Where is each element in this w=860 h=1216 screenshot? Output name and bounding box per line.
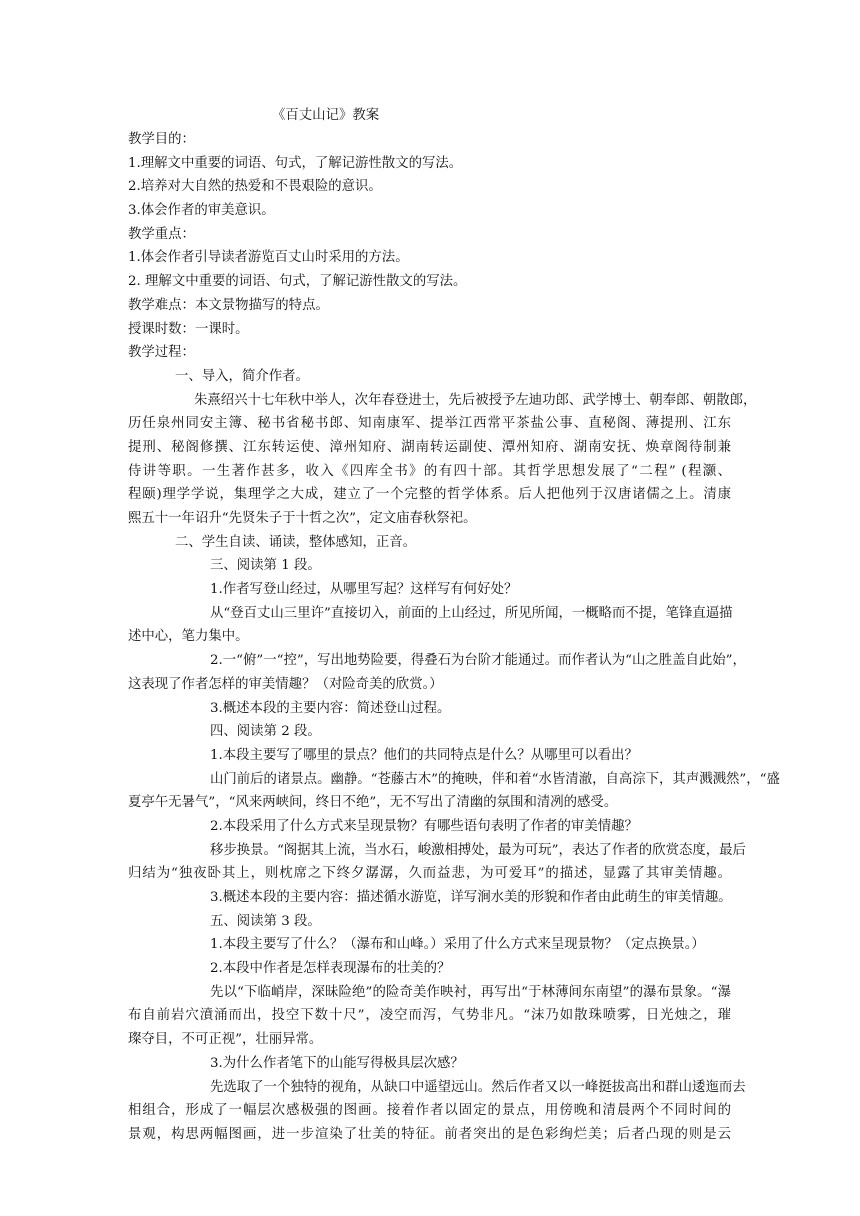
text-line: 1.作者写登山经过，从哪里写起？这样写有何好处？: [210, 582, 518, 598]
text-line: 璨夺目，不可正视”，壮丽异常。: [128, 1032, 323, 1048]
text-line: 二、学生自读、诵读，整体感知，正音。: [175, 534, 417, 550]
text-line: 教学过程：: [128, 345, 195, 361]
text-line: 2.本段采用了什么方式来呈现景物？有哪些语句表明了作者的审美情趣？: [210, 818, 638, 834]
text-line: 教学难点：本文景物描写的特点。: [128, 297, 329, 313]
text-line: 山门前后的诸景点。幽静。“苍藤古木”的掩映，伴和着“水皆清澈，自高淙下，其声溅溅然”，“盛: [210, 771, 780, 787]
document-title: 《百丈山记》教案: [272, 108, 380, 123]
text-line: 2.培养对大自然的热爱和不畏艰险的意识。: [128, 179, 382, 195]
text-line: 历任泉州同安主簿、秘书省秘书郎、知南康军、提举江西常平茶盐公事、直秘阁、薄提刑、江东: [128, 416, 731, 432]
text-line: 3.概述本段的主要内容：简述登山过程。: [210, 700, 451, 716]
text-line: 3.为什么作者笔下的山能写得极具层次感？: [210, 1055, 464, 1071]
text-line: 1.理解文中重要的词语、句式，了解记游性散文的写法。: [128, 155, 463, 171]
text-line: 2. 理解文中重要的词语、句式，了解记游性散文的写法。: [128, 274, 467, 290]
text-line: 侍讲等职。一生著作甚多，收入《四库全书》的有四十部。其哲学思想发展了“二程” (程灏、: [128, 463, 731, 479]
text-line: 2.一“俯”一“控”，写出地势险要，得叠石为台阶才能通过。而作者认为“山之胜盖自此始”，: [210, 653, 746, 669]
text-line: 教学重点：: [128, 226, 195, 242]
text-line: 四、阅读第 2 段。: [210, 724, 321, 740]
text-line: 布自前岩穴濆涌而出，投空下数十尺”，凌空而泻，气势非凡。“沫乃如散珠喷雾，日光烛之，璀: [128, 1008, 731, 1024]
text-line: 2.本段中作者是怎样表现瀑布的壮美的？: [210, 961, 451, 977]
text-line: 夏亭午无暑气”，“风来两峡间，终日不绝”，无不写出了清幽的氛围和清冽的感受。: [128, 795, 618, 811]
text-line: 从“登百丈山三里许”直接切入，前面的上山经过，所见所闻，一概略而不提，笔锋直逼描: [210, 605, 733, 621]
text-line: 3.概述本段的主要内容：描述循水游览，详写涧水美的形貌和作者由此萌生的审美情趣。: [210, 890, 732, 905]
text-line: 提刑、秘阁修撰、江东转运使、漳州知府、湖南转运副使、潭州知府、湖南安抚、焕章阁待制兼: [128, 439, 731, 455]
text-line: 景观，构思两幅图画，进一步渲染了壮美的特征。前者突出的是色彩绚烂美；后者凸现的则是云: [128, 1126, 731, 1142]
text-line: 程颐)理学学说，集理学之大成，建立了一个完整的哲学体系。后人把他列于汉唐诸儒之上。清康: [128, 487, 731, 503]
text-line: 移步换景。“阁据其上流，当水石，峻激相搏处，最为可玩”，表达了作者的欣赏态度，最后: [210, 842, 746, 858]
text-line: 先以“下临峭岸，深昧险绝”的险奇美作映衬，再写出“于林薄间东南望”的瀑布景象。“瀑: [210, 984, 731, 1000]
text-line: 述中心，笔力集中。: [128, 629, 249, 645]
text-line: 归结为“独夜卧其上，则枕席之下终夕潺潺，久而益悲，为可爱耳”的描述，显露了其审美情趣。: [128, 866, 731, 882]
text-line: 授课时数：一课时。: [128, 321, 249, 337]
text-line: 先选取了一个独特的视角，从缺口中遥望远山。然后作者又以一峰挺拔高出和群山逶迤而去: [210, 1079, 746, 1095]
text-line: 一、导入，简介作者。: [175, 368, 309, 384]
text-line: 1.体会作者引导读者游览百丈山时采用的方法。: [128, 250, 409, 266]
text-line: 教学目的：: [128, 132, 195, 147]
text-line: 熙五十一年诏升“先贤朱子于十哲之次”，定文庙春秋祭祀。: [128, 511, 477, 526]
text-line: 三、阅读第 1 段。: [210, 558, 321, 574]
text-line: 3.体会作者的审美意识。: [128, 203, 275, 219]
text-line: 1.本段主要写了什么？（瀑布和山峰。）采用了什么方式来呈现景物？（定点换景。）: [210, 937, 705, 953]
text-line: 朱熹绍兴十七年秋中举人，次年春登进士，先后被授予左迪功郎、武学博士、朝奉郎、朝散郎，: [194, 392, 757, 408]
text-line: 五、阅读第 3 段。: [210, 913, 321, 929]
document-body: [0, 128, 860, 1147]
text-line: 相组合，形成了一幅层次感极强的图画。接着作者以固定的景点，用傍晚和清晨两个不同时间的: [128, 1103, 731, 1119]
text-line: 这表现了作者怎样的审美情趣？（对险奇美的欣赏。）: [128, 676, 443, 692]
text-line: 1.本段主要写了哪里的景点？他们的共同特点是什么？从哪里可以看出？: [210, 747, 638, 763]
